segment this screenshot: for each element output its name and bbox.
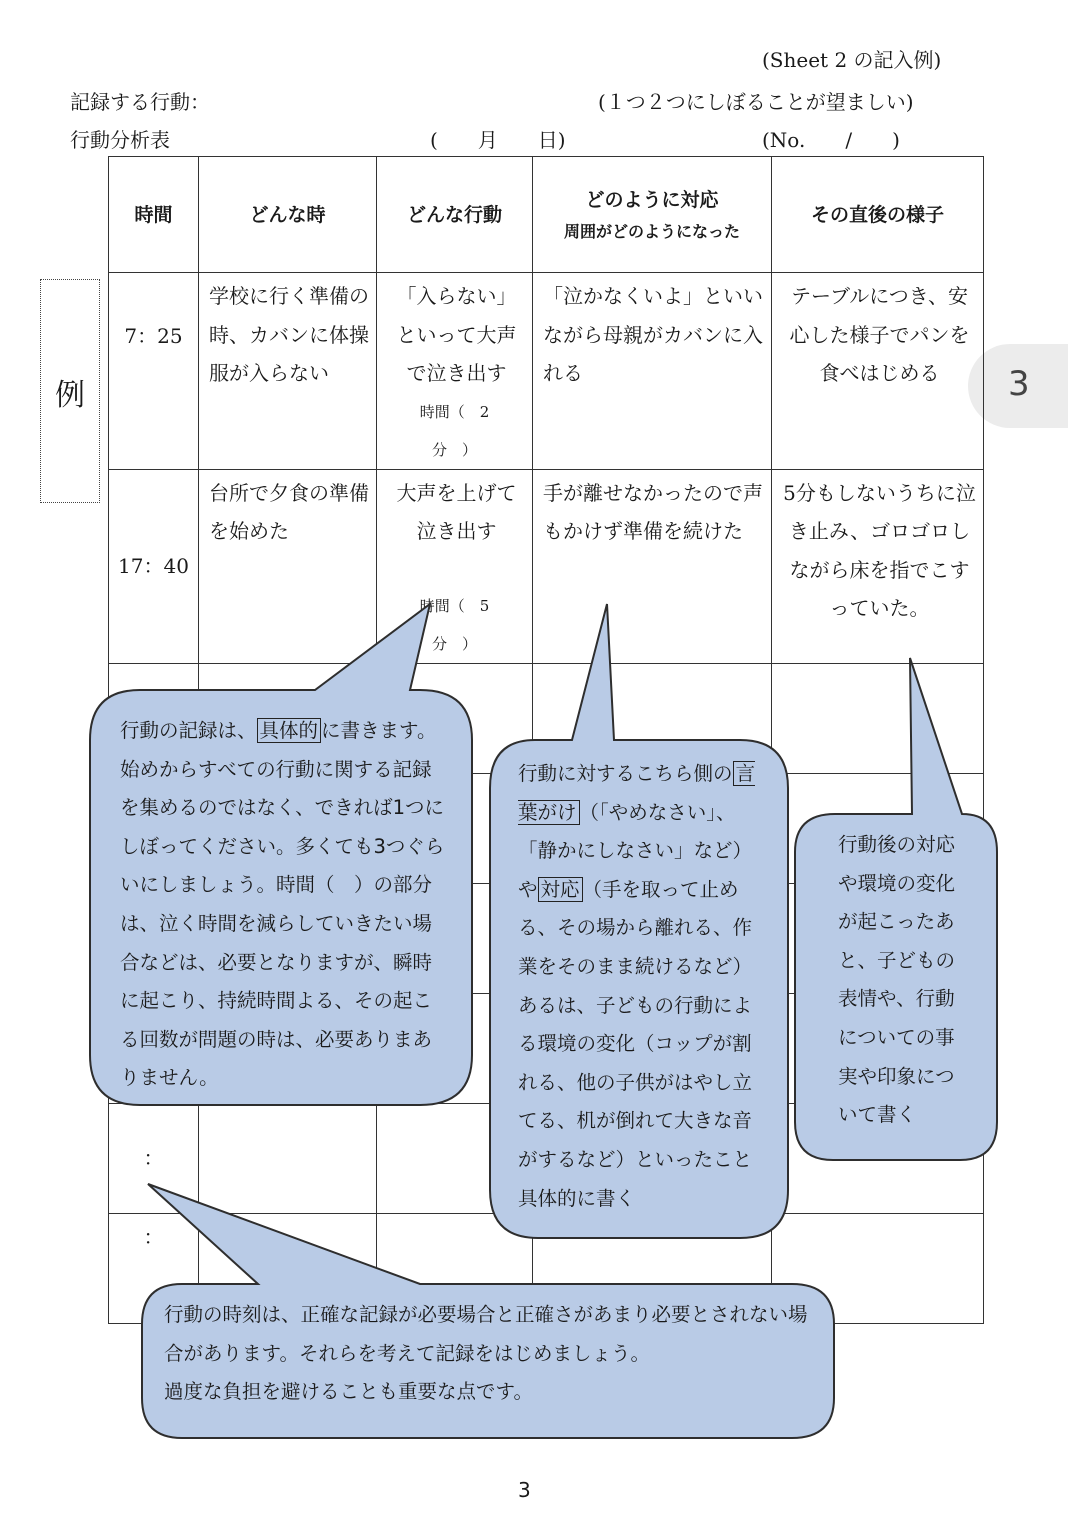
- row2-time: 17：40: [109, 469, 199, 663]
- page-tab-number: 3: [1008, 364, 1030, 404]
- callout-response-boxed2: 対応: [538, 877, 583, 902]
- sheet-reference: (Sheet 2 の記入例): [762, 48, 942, 72]
- row1-after: テーブルにつき、安心した様子でパンを食べはじめる: [789, 284, 970, 385]
- callout-response-text: [518, 755, 764, 1218]
- callout-record-boxed: 具体的: [257, 718, 322, 743]
- row1-behavior: 「入らない」といって大声で泣き出す: [396, 284, 517, 385]
- header-when: どんな時: [199, 157, 377, 273]
- header-behavior: どんな行動: [377, 157, 533, 273]
- record-behavior-note: (１つ２つにしぼることが望ましい): [598, 90, 914, 114]
- callout-record-post: に書きます。始めからすべての行動に関する記録を集めるのではなく、できれば1つにしぼってください。多くても3つぐらいにしましょう。時間（ ）の部分は、泣く時間を減らしていきたい場合などは、必要となりますが、瞬時に起こり、持続時間よる、その起こる回数が問題の時は、必要ありまありません。: [120, 719, 445, 1090]
- callout-after-text: 行動後の対応や環境の変化が起こったあと、子どもの表情や、行動についての事実や印象について書く: [838, 833, 956, 1127]
- callout-record-text: [120, 712, 450, 1098]
- row2-duration: 時間（ 5 分 ）: [419, 596, 505, 653]
- header-response-main: どのように対応: [585, 188, 719, 211]
- row1-response: 「泣かなくいよ」といいながら母親がカバンに入れる: [543, 284, 763, 385]
- callout-time-text: [164, 1296, 820, 1412]
- sheet-number-field: (No. / ): [762, 128, 900, 152]
- date-field: ( 月 日): [430, 128, 566, 152]
- example-label: 例: [55, 378, 85, 413]
- callout-time-line2: 過度な負担を避けることも重要な点です。: [164, 1380, 533, 1404]
- row2-after: 5分もしないうちに泣き止み、ゴロゴロしながら床を指でこすっていた。: [783, 480, 976, 620]
- row1-when: 学校に行く準備の時、カバンに体操服が入らない: [209, 284, 369, 385]
- callout-response-p2: （「やめなさい」、「静かにしなさい」など）や: [518, 800, 753, 901]
- header-time: 時間: [109, 157, 199, 273]
- header-response-sub: 周囲がどのようになった: [563, 221, 740, 241]
- row-colon-1: ：: [109, 1103, 199, 1213]
- row1-time: 7：25: [109, 273, 199, 470]
- row-colon-2: ：: [109, 1213, 199, 1323]
- record-behavior-label: 記録する行動：: [70, 90, 210, 114]
- page-number: 3: [518, 1478, 531, 1502]
- row1-duration: 時間（ 2 分 ）: [419, 402, 505, 459]
- row2-when: 台所で夕食の準備を始めた: [209, 480, 369, 543]
- callout-record-pre: 行動の記録は、: [120, 719, 257, 742]
- callout-response-p3: （手を取って止める、その場から離れる、作業をそのまま続けるなど）あるは、子どもの行動による環境の変化（コップが割れる、他の子供がはやし立てる、机が倒れて大きな音がするなど）といったこと具体的に書く: [518, 877, 753, 1210]
- callout-time-line1: 行動の時刻は、正確な記録が必要場合と正確さがあまり必要とされない場合があります。それらを考えて記録をはじめましょう。: [164, 1303, 808, 1365]
- header-after: その直後の様子: [772, 157, 984, 273]
- callout-response-boxed1: 言葉がけ: [518, 762, 756, 824]
- callout-response-p1: 行動に対するこちら側の: [518, 762, 733, 785]
- row2-behavior: 大声を上げて泣き出す: [396, 480, 517, 543]
- row2-response: 手が離せなかったので声もかけず準備を続けた: [543, 480, 763, 543]
- table-title: 行動分析表: [70, 128, 170, 152]
